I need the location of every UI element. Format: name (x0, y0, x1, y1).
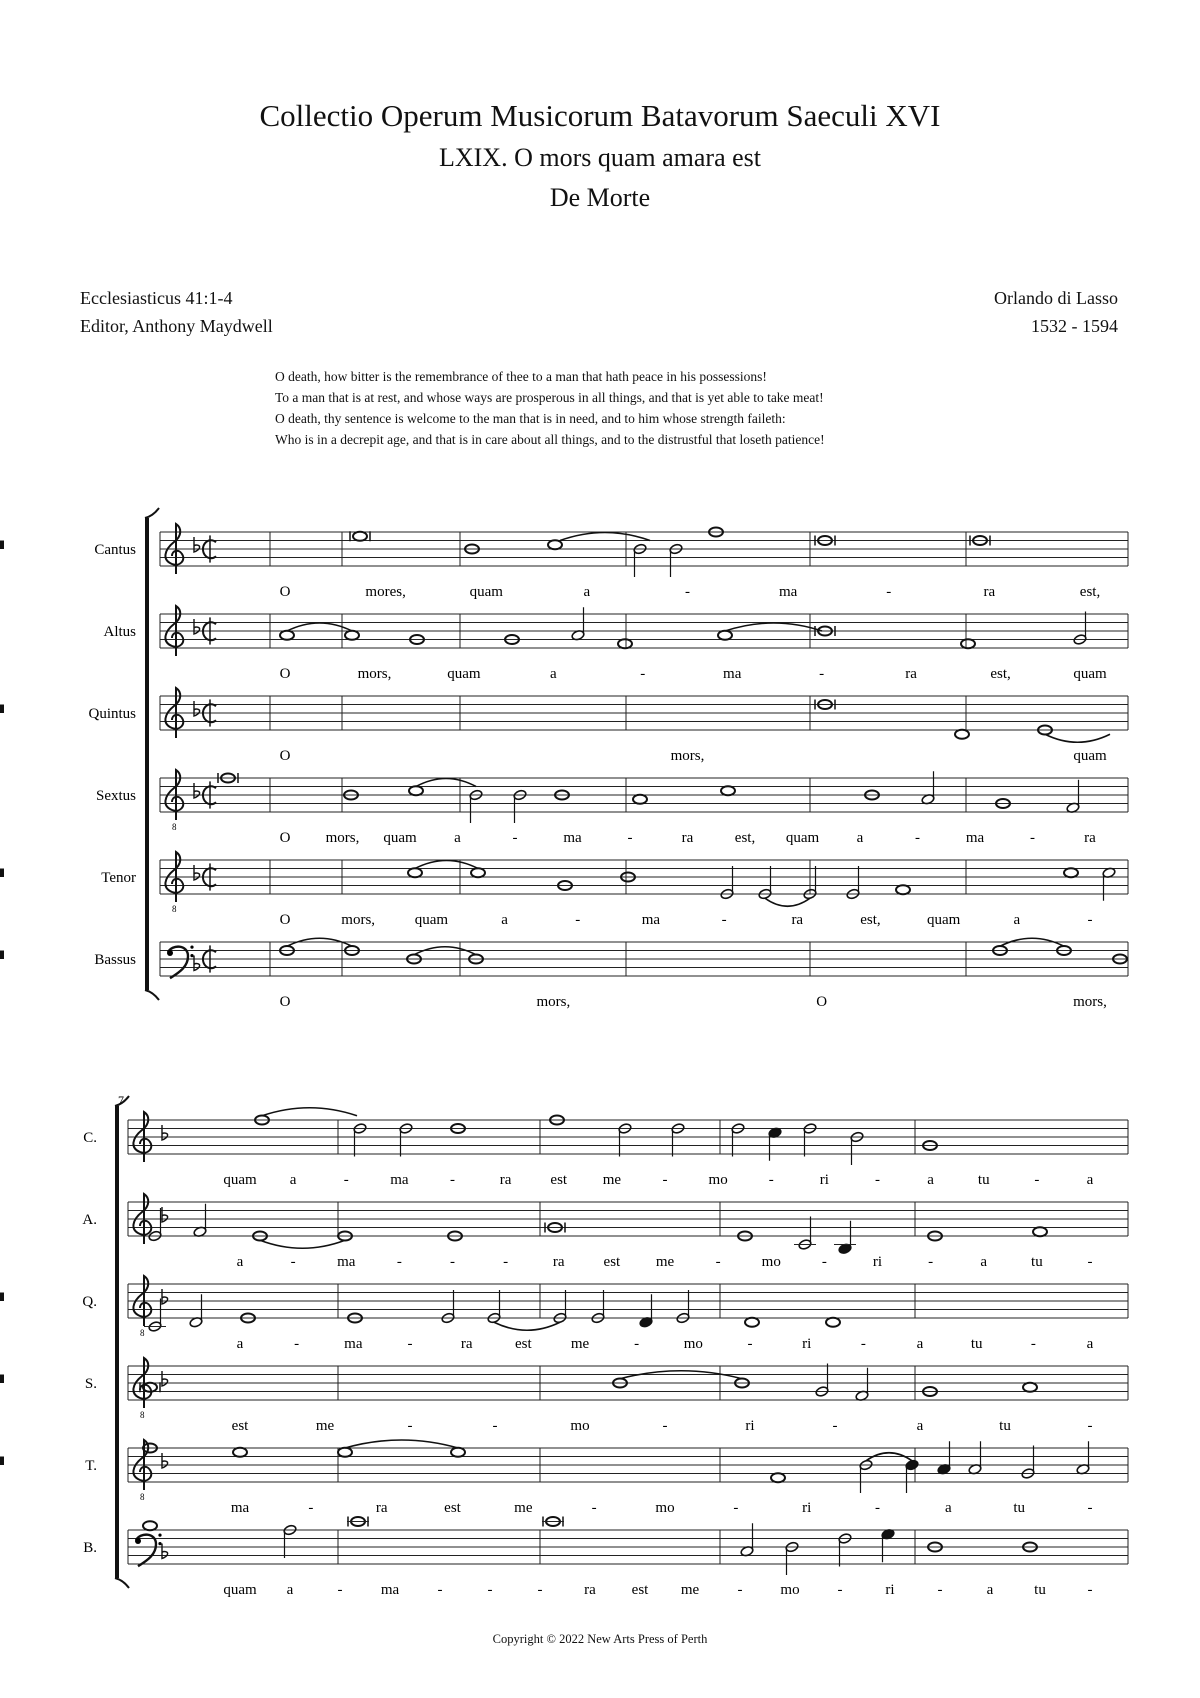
lyric-syllable: quam (926, 912, 961, 928)
composer-name: Orlando di Lasso (994, 288, 1118, 308)
lyric-syllable: a (583, 584, 591, 600)
lyric-syllable: mors, (325, 830, 360, 846)
voice-staff (83, 1517, 1128, 1599)
lyric-syllable: ra (460, 1336, 473, 1352)
lyric-syllable: mo (761, 1254, 781, 1270)
lyric-syllable: ri (872, 1254, 883, 1270)
composer-dates: 1532 - 1594 (1031, 316, 1118, 336)
lyric-syllable: - (1087, 1582, 1093, 1598)
lyric-syllable: - (832, 1418, 838, 1434)
lyric-syllable: - (396, 1254, 402, 1270)
scripture-reference: Ecclesiasticus 41:1-4 (80, 288, 233, 308)
lyric-syllable: est, (1079, 584, 1101, 600)
lyric-syllable: tu (1031, 1254, 1043, 1270)
whole-note (1033, 1227, 1047, 1236)
bracket-hook (145, 508, 159, 518)
collection-title: Collectio Operum Musicorum Batavorum Saeculi XVI (259, 98, 941, 133)
lyric-line (280, 994, 1107, 1010)
lyric-syllable: O (279, 830, 291, 846)
lyric-syllable: O (279, 994, 291, 1010)
octave-marker: 8 (172, 904, 177, 914)
lyric-syllable: - (819, 666, 825, 682)
bass-clef-dot (158, 1534, 161, 1537)
lyric-syllable: a (289, 1172, 297, 1188)
whole-note (961, 639, 975, 648)
lyric-syllable: - (733, 1500, 739, 1516)
rest-mark (0, 1457, 4, 1466)
measure-number: 7 (118, 1093, 124, 1107)
flat-icon (162, 1289, 168, 1304)
editor-credit: Editor, Anthony Maydwell (80, 316, 273, 336)
rest-mark (0, 951, 4, 960)
verse-line: O death, how bitter is the remembrance of thee to a man that hath peace in his possessions! (275, 369, 767, 384)
octave-marker: 8 (140, 1328, 145, 1338)
lyric-syllable: a (236, 1336, 244, 1352)
lyric-syllable: - (437, 1582, 443, 1598)
lyric-syllable: quam (447, 666, 481, 682)
lyric-line (232, 1418, 1093, 1434)
lyric-syllable: est (444, 1500, 461, 1516)
lyric-syllable: - (450, 1254, 455, 1270)
whole-note (718, 631, 732, 640)
lyric-syllable: - (407, 1418, 413, 1434)
lyric-syllable: - (512, 830, 518, 846)
bracket-hook (145, 990, 159, 1000)
flat-icon (162, 1371, 168, 1386)
lyric-syllable: - (937, 1582, 943, 1598)
tie-curve (262, 1108, 357, 1116)
bracket-hook (115, 1578, 129, 1588)
lyric-syllable: ra (552, 1254, 565, 1270)
flat-icon (162, 1207, 168, 1222)
voice-staff (0, 1358, 1128, 1434)
flat-icon (194, 701, 200, 716)
voice-staff (96, 770, 1128, 846)
lyric-syllable: - (860, 1336, 866, 1352)
lyric-syllable: ma (337, 1254, 356, 1270)
lyric-syllable: - (915, 830, 920, 846)
lyric-syllable: quam (414, 912, 449, 928)
lyric-syllable: a (286, 1582, 294, 1598)
lyric-syllable: O (279, 666, 291, 682)
lyric-syllable: - (591, 1500, 597, 1516)
flat-icon (162, 1544, 168, 1559)
lyric-syllable: quam (1073, 748, 1107, 764)
voice-name: C. (83, 1130, 97, 1146)
lyric-syllable: a (1086, 1172, 1094, 1188)
octave-marker: 8 (140, 1492, 145, 1502)
voice-staff (103, 606, 1128, 682)
lyric-syllable: quam (1073, 666, 1107, 682)
lyric-syllable: - (308, 1500, 314, 1516)
lyric-syllable: - (1087, 1500, 1093, 1516)
octave-marker: 8 (140, 1410, 145, 1420)
whole-note (955, 730, 969, 739)
breve-note (353, 532, 367, 541)
bass-clef-dot (190, 954, 193, 957)
lyric-syllable: - (1030, 1336, 1036, 1352)
lyric-syllable: - (503, 1254, 509, 1270)
lyric-syllable: ra (499, 1172, 512, 1188)
lyric-syllable: ma (563, 830, 582, 846)
lyric-line (237, 1254, 1093, 1270)
lyric-syllable: est (514, 1336, 532, 1352)
lyric-syllable: ri (885, 1582, 895, 1598)
lyric-syllable: O (279, 748, 291, 764)
lyric-syllable: O (816, 994, 828, 1010)
lyric-syllable: ma (390, 1172, 409, 1188)
voice-staff (0, 852, 1128, 928)
voice-name: Cantus (94, 542, 136, 558)
lyric-syllable: quam (469, 584, 503, 600)
lyric-syllable: - (634, 1336, 640, 1352)
lyric-syllable: ma (641, 912, 661, 928)
whole-note (745, 1318, 759, 1327)
voice-name: Tenor (101, 870, 136, 886)
lyric-syllable: - (537, 1582, 543, 1598)
lyric-syllable: me (315, 1418, 335, 1434)
lyric-syllable: mo (570, 1418, 590, 1434)
voice-staff (0, 688, 1128, 764)
rest-mark (0, 541, 4, 550)
lyric-syllable: O (279, 584, 291, 600)
lyric-line (280, 584, 1101, 600)
flat-icon (162, 1125, 168, 1140)
voice-name: Q. (82, 1294, 97, 1310)
copyright-notice: Copyright © 2022 New Arts Press of Perth (492, 1632, 708, 1646)
lyric-syllable: - (487, 1582, 493, 1598)
lyric-syllable: ra (681, 830, 694, 846)
lyric-syllable: me (602, 1172, 622, 1188)
lyric-syllable: ri (802, 1336, 812, 1352)
lyric-syllable: a (986, 1582, 994, 1598)
voice-name: Sextus (95, 788, 136, 804)
lyric-syllable: me (570, 1336, 590, 1352)
lyric-syllable: mors, (1073, 994, 1107, 1010)
lyric-syllable: est (603, 1254, 621, 1270)
flat-icon (162, 1453, 168, 1468)
lyric-line (280, 830, 1097, 846)
tie-curve (494, 1322, 560, 1330)
lyric-syllable: mo (655, 1500, 675, 1516)
lyric-syllable: - (575, 912, 581, 928)
lyric-syllable: a (236, 1254, 244, 1270)
lyric-line (280, 912, 1093, 928)
lyric-syllable: est, (990, 666, 1011, 682)
lyric-syllable: tu (977, 1172, 990, 1188)
lyric-syllable: - (662, 1172, 668, 1188)
whole-note (771, 1473, 785, 1482)
flat-icon (194, 865, 200, 880)
lyric-syllable: a (454, 830, 461, 846)
whole-note (721, 786, 735, 795)
whole-note (408, 868, 422, 877)
lyric-syllable: est (631, 1582, 649, 1598)
lyric-syllable: ra (1084, 830, 1096, 846)
whole-note (826, 1318, 840, 1327)
whole-note (338, 1448, 352, 1457)
flat-icon (194, 783, 200, 798)
verse-line: To a man that is at rest, and whose ways are prosperous in all things, and that is yet able to take meat! (275, 390, 824, 405)
whole-note (143, 1521, 157, 1530)
lyric-syllable: - (721, 912, 727, 928)
bass-clef-dot (158, 1542, 161, 1545)
lyric-syllable: ma (380, 1582, 400, 1598)
lyric-syllable: mo (780, 1582, 800, 1598)
voice-name: T. (85, 1458, 97, 1474)
piece-title: LXIX. O mors quam amara est (438, 143, 762, 172)
lyric-syllable: - (768, 1172, 774, 1188)
lyric-syllable: ma (344, 1336, 363, 1352)
tie-curve (415, 861, 478, 869)
lyric-syllable: a (927, 1172, 934, 1188)
tie-curve (560, 533, 650, 541)
lyric-syllable: - (492, 1418, 498, 1434)
tie-curve (725, 623, 822, 631)
lyric-syllable: - (837, 1582, 843, 1598)
rest-mark (0, 705, 4, 714)
lyric-syllable: est (231, 1418, 249, 1434)
lyric-line (223, 1172, 1093, 1188)
lyric-syllable: - (1087, 1418, 1093, 1434)
bass-clef-dot (135, 1538, 141, 1544)
lyric-syllable: mors, (341, 912, 376, 928)
whole-note (1023, 1383, 1037, 1392)
lyric-syllable: me (655, 1254, 675, 1270)
lyric-syllable: ra (584, 1582, 596, 1598)
lyric-syllable: - (290, 1254, 296, 1270)
bass-clef-dot (190, 946, 193, 949)
lyric-syllable: ra (905, 666, 917, 682)
lyric-syllable: - (886, 584, 892, 600)
lyric-syllable: - (875, 1172, 880, 1188)
lyric-line (237, 1336, 1094, 1352)
lyric-syllable: a (1086, 1336, 1094, 1352)
lyric-syllable: a (916, 1418, 924, 1434)
rest-mark (0, 869, 4, 878)
lyric-syllable: mo (708, 1172, 728, 1188)
whole-note (896, 885, 910, 894)
lyric-syllable: a (1013, 912, 1021, 928)
lyric-syllable: - (1034, 1172, 1040, 1188)
lyric-syllable: - (407, 1336, 413, 1352)
lyric-syllable: ri (802, 1500, 812, 1516)
whole-note (548, 540, 562, 549)
whole-note (280, 631, 294, 640)
lyric-syllable: ma (230, 1500, 250, 1516)
lyric-syllable: a (944, 1500, 952, 1516)
voice-staff (0, 524, 1128, 600)
verse-line: Who is in a decrepit age, and that is in care about all things, and to the distrustful that loseth patience! (275, 432, 825, 447)
lyric-syllable: ma (965, 830, 985, 846)
lyric-syllable: quam (785, 830, 820, 846)
flat-icon (194, 619, 200, 634)
lyric-syllable: a (856, 830, 864, 846)
lyric-syllable: O (279, 912, 291, 928)
lyric-syllable: - (294, 1336, 300, 1352)
lyric-syllable: mors, (670, 748, 705, 764)
music-system (0, 508, 1128, 1010)
lyric-syllable: - (928, 1254, 934, 1270)
tie-curve (345, 1440, 458, 1448)
music-system (0, 1093, 1128, 1598)
lyric-syllable: ra (983, 584, 996, 600)
lyric-syllable: quam (223, 1582, 257, 1598)
lyric-line (280, 666, 1107, 682)
tie-curve (416, 779, 476, 787)
lyric-syllable: - (662, 1418, 668, 1434)
voice-name: A. (82, 1212, 97, 1228)
lyric-syllable: quam (223, 1172, 257, 1188)
voice-name: S. (84, 1376, 97, 1392)
lyric-syllable: - (1087, 912, 1093, 928)
lyric-syllable: - (875, 1500, 880, 1516)
lyric-syllable: mors, (536, 994, 571, 1010)
lyric-syllable: - (1087, 1254, 1093, 1270)
voice-name: Altus (103, 624, 136, 640)
whole-note (345, 631, 359, 640)
lyric-syllable: - (640, 666, 646, 682)
section-title: De Morte (549, 183, 651, 212)
lyric-syllable: - (715, 1254, 721, 1270)
lyric-syllable: tu (1034, 1582, 1046, 1598)
rest-mark (0, 1375, 4, 1384)
lyric-syllable: ma (778, 584, 798, 600)
flat-icon (194, 537, 200, 552)
lyric-syllable: est, (734, 830, 756, 846)
lyric-syllable: est (550, 1172, 568, 1188)
lyric-syllable: tu (999, 1418, 1011, 1434)
lyric-syllable: est, (860, 912, 881, 928)
lyric-line (280, 748, 1107, 764)
lyric-syllable: a (549, 666, 557, 682)
lyric-syllable: me (680, 1582, 700, 1598)
whole-note (233, 1448, 247, 1457)
lyric-syllable: ra (375, 1500, 388, 1516)
octave-marker: 8 (172, 822, 177, 832)
lyric-syllable: ma (723, 666, 742, 682)
lyric-syllable: - (627, 830, 633, 846)
whole-note (409, 786, 423, 795)
voice-staff (0, 938, 1128, 1010)
tie-curve (260, 1240, 345, 1248)
tie-curve (1045, 734, 1110, 742)
voice-staff (0, 1440, 1128, 1516)
lyric-syllable: tu (970, 1336, 983, 1352)
lyric-syllable: ri (745, 1418, 755, 1434)
verse-line: O death, thy sentence is welcome to the man that is in need, and to him whose strength faileth: (275, 411, 786, 426)
lyric-syllable: quam (383, 830, 417, 846)
lyric-syllable: - (343, 1172, 349, 1188)
lyric-syllable: - (737, 1582, 743, 1598)
flat-icon (194, 956, 200, 971)
voice-name: Bassus (94, 952, 136, 968)
whole-note (1064, 868, 1078, 877)
lyric-syllable: - (1030, 830, 1035, 846)
whole-note (633, 795, 647, 804)
lyric-syllable: a (980, 1254, 988, 1270)
lyric-line (223, 1582, 1092, 1598)
whole-note (471, 868, 485, 877)
lyric-syllable: a (501, 912, 508, 928)
lyric-syllable: - (450, 1172, 455, 1188)
bass-clef-dot (167, 950, 173, 956)
rest-mark (0, 1293, 4, 1302)
lyric-syllable: a (916, 1336, 924, 1352)
voice-staff (82, 1194, 1128, 1270)
tie-curve (765, 898, 810, 906)
voice-name: B. (83, 1540, 97, 1556)
lyric-syllable: - (747, 1336, 753, 1352)
lyric-syllable: mo (683, 1336, 703, 1352)
lyric-line (231, 1500, 1093, 1516)
voice-staff (83, 1108, 1128, 1188)
lyric-syllable: mors, (357, 666, 392, 682)
whole-note (451, 1448, 465, 1457)
lyric-syllable: mores, (365, 584, 406, 600)
lyric-syllable: ra (791, 912, 804, 928)
lyric-syllable: - (685, 584, 690, 600)
whole-note (618, 639, 632, 648)
lyric-syllable: - (821, 1254, 827, 1270)
lyric-syllable: ri (819, 1172, 829, 1188)
voice-staff (0, 1276, 1128, 1352)
lyric-syllable: me (514, 1500, 533, 1516)
voice-name: Quintus (88, 706, 136, 722)
lyric-syllable: tu (1013, 1500, 1026, 1516)
lyric-syllable: - (337, 1582, 343, 1598)
